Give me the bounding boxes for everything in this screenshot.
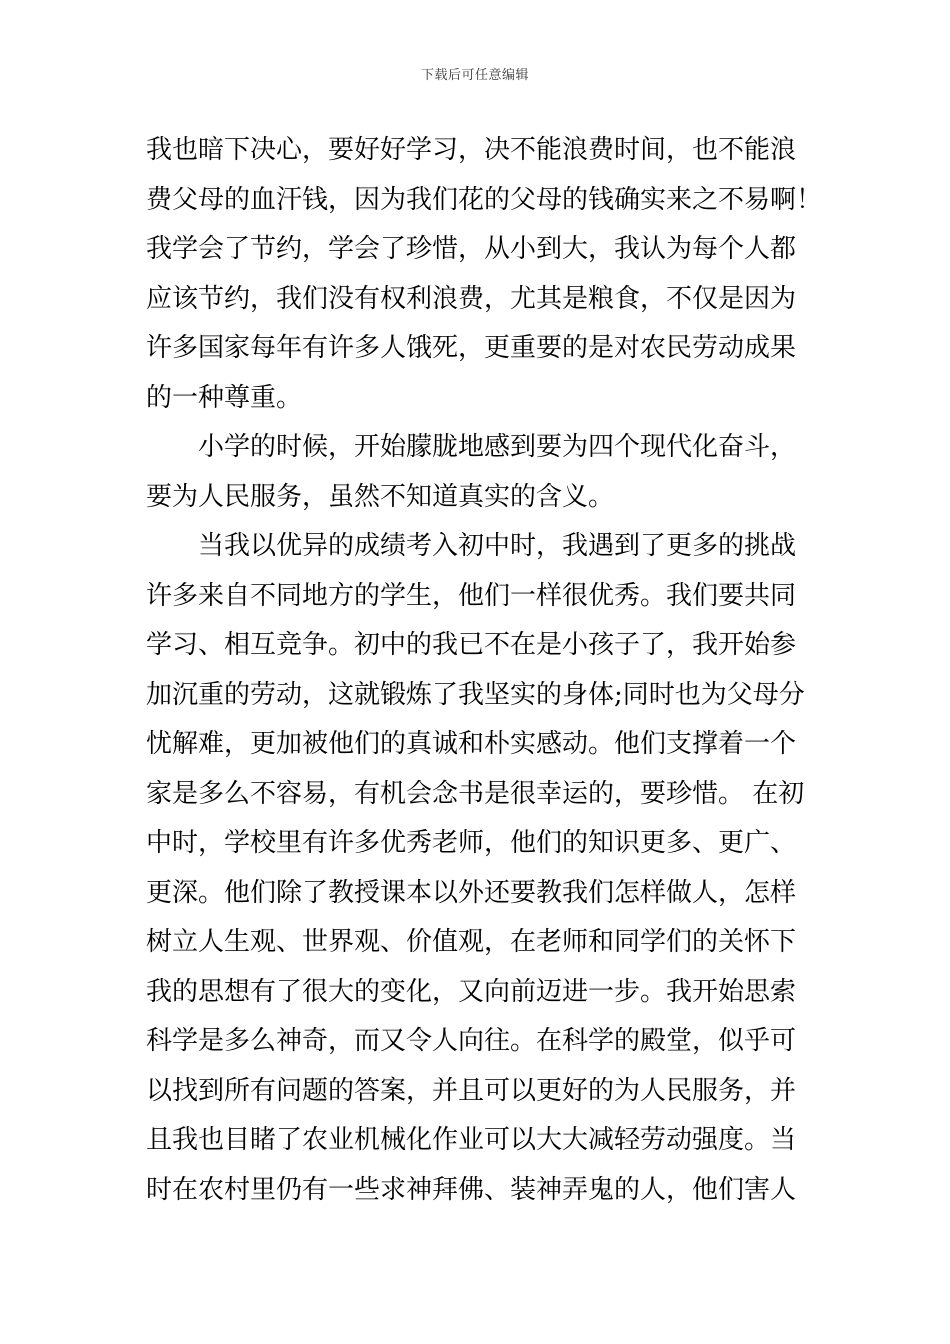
text-line: 小学的时候，开始朦胧地感到要为四个现代化奋斗， — [198, 432, 797, 462]
text-line: 要为人民服务，虽然不知道真实的含义。 — [146, 481, 615, 512]
text-line: 应该节约，我们没有权利浪费，尤其是粮食，不仅是因为 — [146, 283, 797, 314]
page-header: 下载后可任意编辑 — [420, 68, 529, 83]
text-line: 当我以优异的成绩考入初中时，我遇到了更多的挑战 — [198, 531, 797, 561]
text-line: 且我也目睹了农业机械化作业可以大大减轻劳动强度。当 — [146, 1125, 797, 1155]
text-line: 家是多么不容易，有机会念书是很幸运的，要珍惜。 在初 — [146, 778, 805, 809]
text-line: 更深。他们除了教授课本以外还要教我们怎样做人，怎样 — [146, 877, 797, 908]
body-text — [146, 126, 823, 1215]
text-line: 我学会了节约，学会了珍惜，从小到大，我认为每个人都 — [146, 234, 797, 264]
text-line: 科学是多么神奇，而又令人向往。在科学的殿堂，似乎可 — [146, 1026, 797, 1056]
text-line: 学习、相互竞争。初中的我已不在是小孩子了，我开始参 — [146, 630, 797, 660]
text-line: 许多来自不同地方的学生，他们一样很优秀。我们要共同 — [146, 580, 797, 611]
text-line: 中时，学校里有许多优秀老师，他们的知识更多、更广、 — [146, 828, 797, 858]
text-line: 许多国家每年有许多人饿死，更重要的是对农民劳动成果 — [146, 333, 797, 363]
text-line: 加沉重的劳动，这就锻炼了我坚实的身体;同时也为父母分 — [146, 679, 805, 710]
text-line: 忧解难，更加被他们的真诚和朴实感动。他们支撑着一个 — [146, 729, 797, 759]
text-line: 时在农村里仍有一些求神拜佛、装神弄鬼的人，他们害人 — [146, 1174, 797, 1205]
text-line: 树立人生观、世界观、价值观，在老师和同学们的关怀下 — [146, 927, 797, 957]
text-line: 以找到所有问题的答案，并且可以更好的为人民服务，并 — [146, 1075, 797, 1106]
text-line: 我也暗下决心，要好好学习，决不能浪费时间，也不能浪 — [146, 135, 797, 165]
text-line: 我的思想有了很大的变化，又向前迈进一步。我开始思索 — [146, 976, 797, 1007]
text-line: 费父母的血汗钱，因为我们花的父母的钱确实来之不易啊！ — [146, 184, 823, 215]
text-line: 的一种尊重。 — [146, 382, 303, 413]
